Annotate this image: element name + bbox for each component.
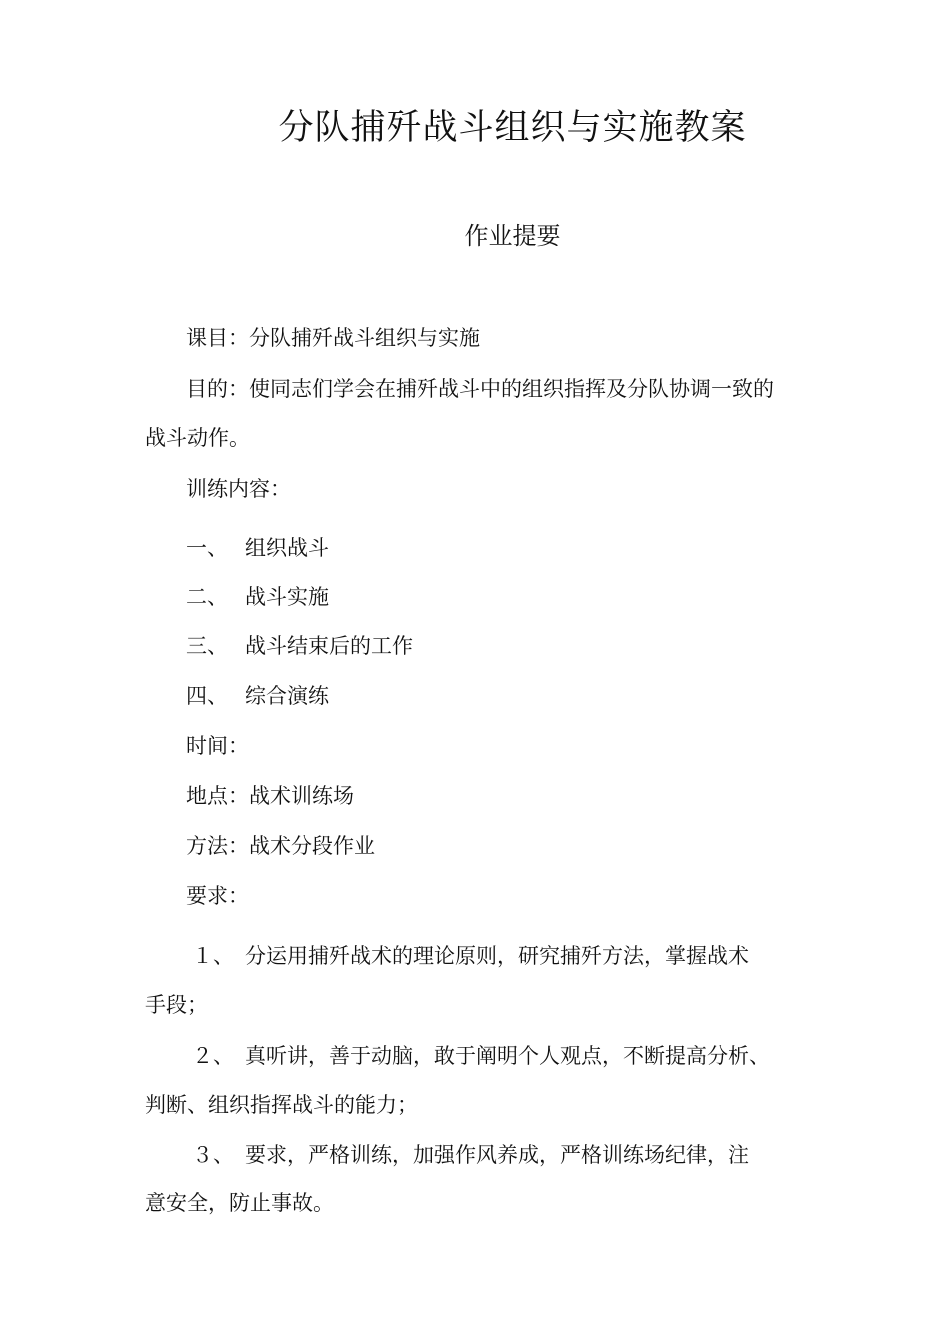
list-item-number: 二、 [186, 585, 228, 609]
method-line: 方法：战术分段作业 [186, 834, 375, 858]
document-title: 分队捕歼战斗组织与实施教案 [278, 108, 747, 148]
list-item-text: 综合演练 [245, 684, 329, 708]
section-heading: 作业提要 [464, 222, 561, 250]
time-line: 时间： [186, 734, 249, 758]
requirement-text-line-1: 分运用捕歼战术的理论原则，研究捕歼方法，掌握战术 [245, 944, 749, 968]
list-item-number: 三、 [186, 634, 228, 658]
requirement-number: １、 [192, 944, 234, 968]
list-item-text: 组织战斗 [245, 536, 329, 560]
requirement-number: ３、 [192, 1143, 234, 1167]
list-item-number: 四、 [186, 684, 228, 708]
content-label: 训练内容： [186, 477, 291, 501]
list-item-text: 战斗结束后的工作 [245, 634, 413, 658]
requirement-text-line-1: 真听讲，善于动脑，敢于阐明个人观点，不断提高分析、 [245, 1044, 770, 1068]
requirement-text-line-2: 判断、组织指挥战斗的能力； [145, 1093, 418, 1117]
subject-line: 课目：分队捕歼战斗组织与实施 [186, 326, 480, 350]
requirement-text-line-2: 意安全，防止事故。 [145, 1191, 334, 1215]
requirements-label: 要求： [186, 884, 249, 908]
requirement-number: ２、 [192, 1044, 234, 1068]
requirement-text-line-1: 要求，严格训练，加强作风养成，严格训练场纪律，注 [245, 1143, 749, 1167]
purpose-line-1: 目的：使同志们学会在捕歼战斗中的组织指挥及分队协调一致的 [186, 377, 774, 401]
list-item-number: 一、 [186, 536, 228, 560]
purpose-line-2: 战斗动作。 [145, 426, 250, 450]
requirement-text-line-2: 手段； [145, 993, 208, 1017]
list-item-text: 战斗实施 [245, 585, 329, 609]
place-line: 地点：战术训练场 [186, 784, 354, 808]
